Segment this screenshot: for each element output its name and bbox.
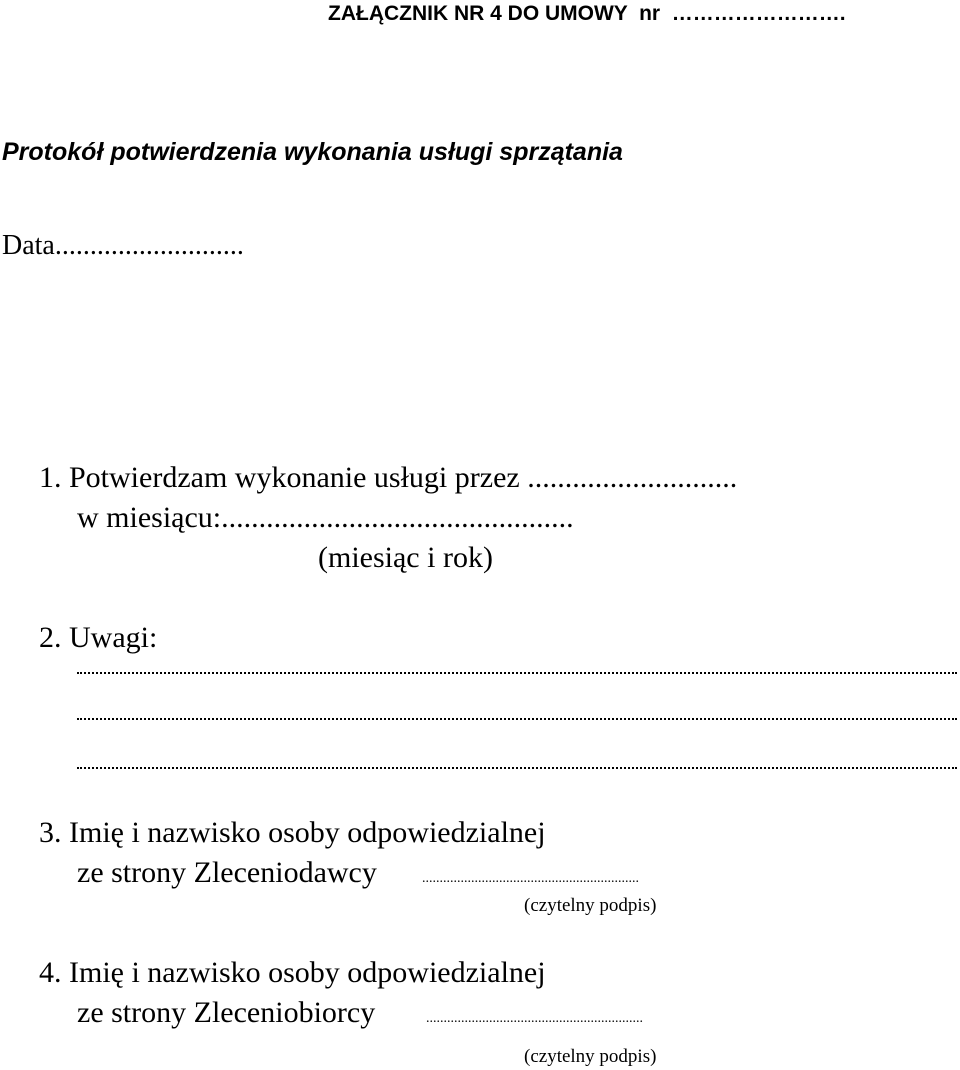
attachment-header: ZAŁĄCZNIK NR 4 DO UMOWY nr ……………………. (328, 2, 846, 25)
item4-contractor-side-label: ze strony Zleceniobiorcy (77, 996, 376, 1029)
item3-client-side-label: ze strony Zleceniodawcy (77, 856, 377, 889)
item3-client-person-label: 3. Imię i nazwisko osoby odpowiedzialnej (39, 816, 546, 849)
item2-remarks-label: 2. Uwagi: (39, 621, 158, 654)
item4-signature-hint: (czytelny podpis) (524, 1046, 657, 1067)
item4-contractor-person-label: 4. Imię i nazwisko osoby odpowiedzialnej (39, 956, 546, 989)
document-title: Protokół potwierdzenia wykonania usługi sprzątania (2, 138, 623, 166)
remarks-line-3 (77, 767, 957, 769)
item4-signature-line: .............................................................. (426, 1011, 643, 1026)
item1-service-confirmation: 1. Potwierdzam wykonanie usługi przez ............................ (39, 461, 738, 494)
remarks-line-2 (77, 718, 957, 720)
item3-signature-hint: (czytelny podpis) (524, 895, 657, 916)
item3-signature-line: .............................................................. (422, 871, 639, 886)
item1-month-field: w miesiącu:............................................... (77, 501, 574, 534)
date-field: Data........................... (2, 230, 244, 261)
remarks-line-1 (77, 672, 957, 674)
item1-month-hint: (miesiąc i rok) (318, 541, 493, 574)
